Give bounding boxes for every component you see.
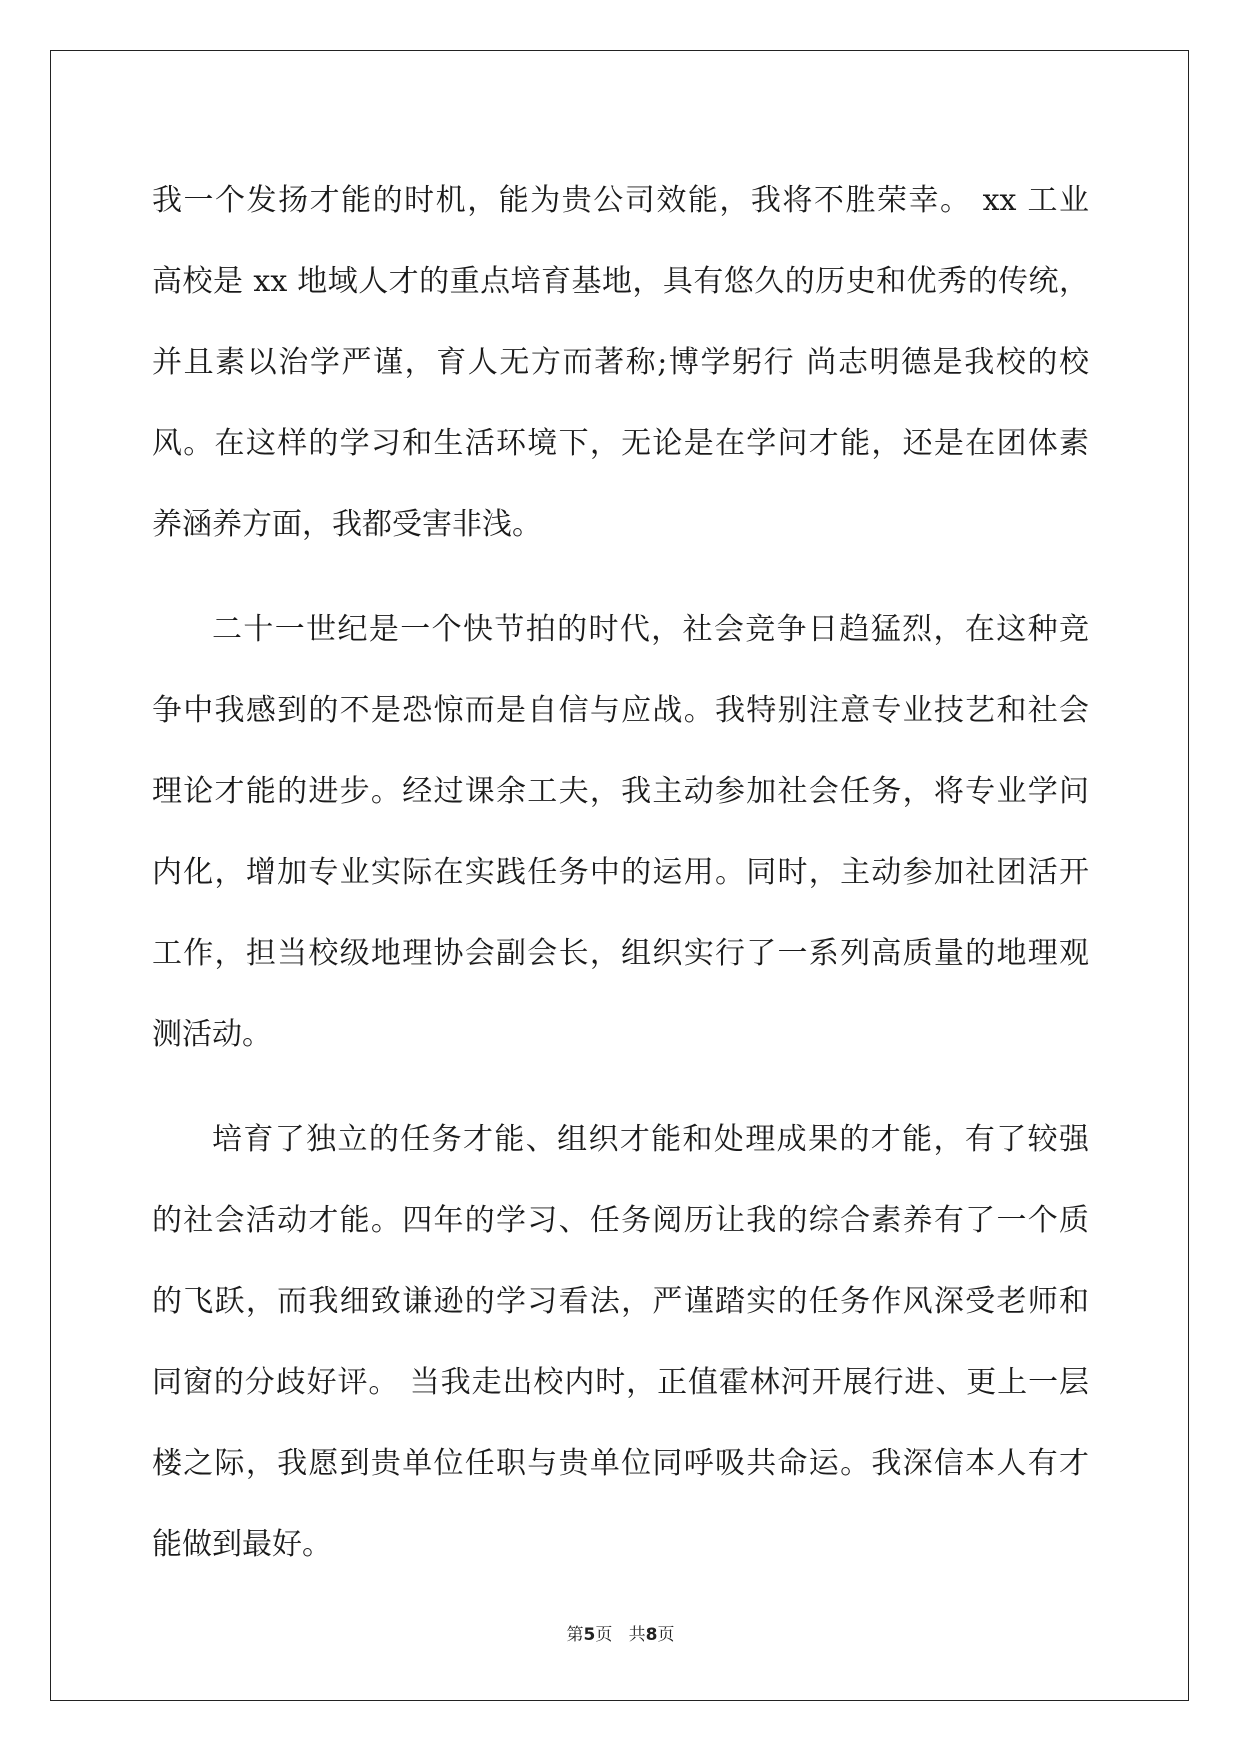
document-body: [152, 160, 1089, 1585]
text-line: 的社会活动才能。四年的学习、任务阅历让我的综合素养有了一个质: [152, 1203, 1089, 1238]
paragraph-2: [152, 589, 1089, 1075]
text-line: 能做到最好。: [152, 1527, 332, 1562]
text-line: 争中我感到的不是恐惊而是自信与应战。我特别注意专业技艺和社会: [152, 693, 1089, 728]
text-line: 二十一世纪是一个快节拍的时代，社会竞争日趋猛烈，在这种竞: [212, 612, 1089, 647]
text-line: 同窗的分歧好评。 当我走出校内时，正值霍林河开展行进、更上一层: [152, 1365, 1089, 1400]
text-line: 我一个发扬才能的时机，能为贵公司效能，我将不胜荣幸。 xx 工业: [152, 183, 1089, 218]
paragraph-3: [152, 1099, 1089, 1585]
text-line: 工作，担当校级地理协会副会长，组织实行了一系列高质量的地理观: [152, 936, 1089, 971]
page-footer: [0, 1620, 1241, 1645]
current-page-number: 5: [583, 1625, 596, 1645]
footer-page-word: 页: [595, 1625, 613, 1645]
text-line: 内化，增加专业实际在实践任务中的运用。同时，主动参加社团活开: [152, 855, 1089, 890]
text-line: 高校是 xx 地域人才的重点培育基地，具有悠久的历史和优秀的传统，: [152, 264, 1089, 299]
text-line: 风。在这样的学习和生活环境下，无论是在学问才能，还是在团体素: [152, 426, 1089, 461]
text-line: 养涵养方面，我都受害非浅。: [152, 507, 542, 542]
text-line: 理论才能的进步。经过课余工夫，我主动参加社会任务，将专业学问: [152, 774, 1089, 809]
text-line: 楼之际，我愿到贵单位任职与贵单位同呼吸共命运。我深信本人有才: [152, 1446, 1089, 1481]
footer-total-suffix: 页: [657, 1625, 675, 1645]
text-line: 测活动。: [152, 1017, 272, 1052]
paragraph-1: [152, 160, 1089, 565]
total-page-number: 8: [645, 1625, 658, 1645]
text-line: 培育了独立的任务才能、组织才能和处理成果的才能，有了较强: [212, 1122, 1089, 1157]
text-line: 的飞跃，而我细致谦逊的学习看法，严谨踏实的任务作风深受老师和: [152, 1284, 1089, 1319]
text-line: 并且素以治学严谨，育人无方而著称;博学躬行 尚志明德是我校的校: [152, 345, 1089, 380]
footer-total-prefix: 共: [628, 1625, 646, 1645]
footer-prefix: 第: [566, 1625, 584, 1645]
